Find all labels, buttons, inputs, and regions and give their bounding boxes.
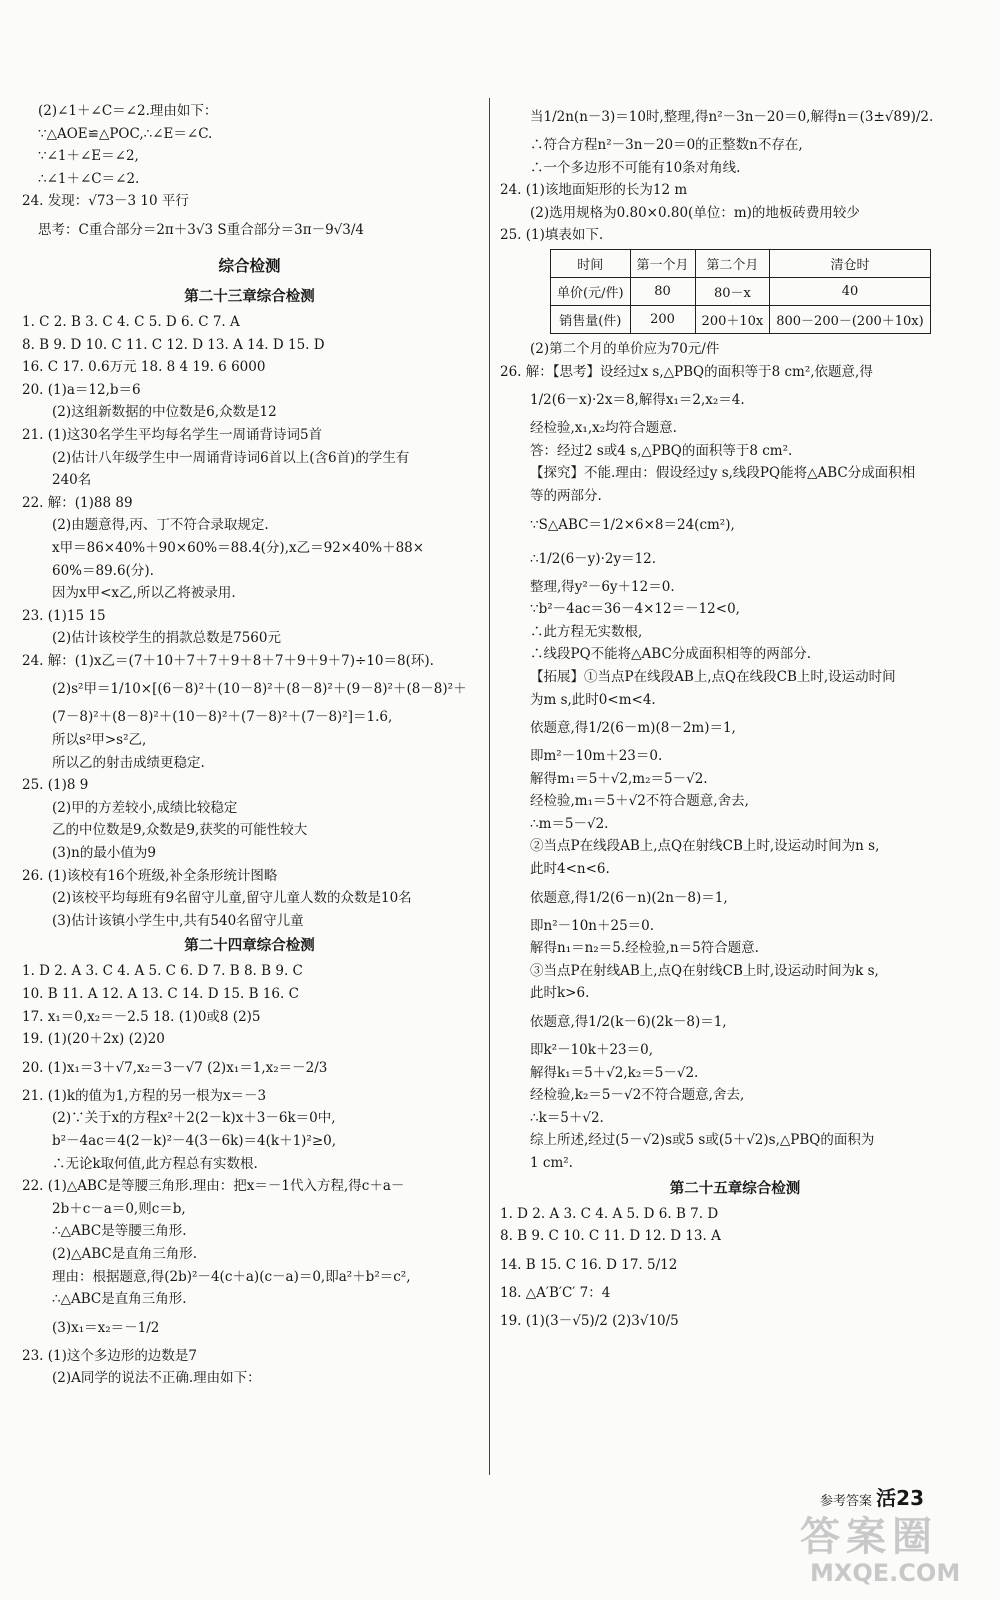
answer-line: 26. (1)该校有16个班级,补全条形统计图略 [22,867,278,884]
text-line: ∵△AOE≌△POC,∴∠E＝∠C. [38,125,213,142]
answer-line: 即m²－10m＋23＝0. [530,748,663,765]
answer-line: ∴m＝5－√2. [530,815,609,832]
answer-line: 25. (1)8 9 [22,777,89,794]
answer-line: (2)估计该校学生的捐款总数是7560元 [52,630,281,647]
text-line: (2)第二个月的单价应为70元/件 [530,340,720,357]
answer-line: 16. C 17. 0.6万元 18. 8 4 19. 6 6000 [22,359,266,376]
answer-line: 因为x甲<x乙,所以乙将被录用. [52,585,236,602]
answer-line: 19. (1)(20＋2x) (2)20 [22,1031,165,1048]
answer-line: 1 cm². [530,1155,573,1171]
answer-line: ∵S△ABC＝1/2×6×8＝24(cm²), [530,516,735,533]
answer-line: 即n²－10n＋25＝0. [530,917,655,934]
table-cell: 80 [630,277,695,305]
table-row [551,249,931,277]
answer-line: ∴线段PQ不能将△ABC分成面积相等的两部分. [530,646,812,663]
table-cell: 第一个月 [630,249,695,277]
question-26-solution [500,361,970,1175]
watermark [800,1515,960,1587]
page-footer [820,1482,924,1511]
column-divider [489,98,490,1475]
page-number: 活23 [876,1486,924,1510]
answer-line: 此时4<n<6. [530,861,610,878]
answer-line: 乙的中位数是9,众数是9,获奖的可能性较大 [52,822,308,839]
table-cell: 40 [770,277,930,305]
answer-line: 答：经过2 s或4 s,△PBQ的面积等于8 cm². [530,442,793,459]
text-line: ∴一个多边形不可能有10条对角线. [530,159,741,176]
answer-line: 60%＝89.6(分). [52,562,154,579]
text-line: 24. 发现：√73－3 10 平行 [22,193,189,210]
answer-line: 解得m₁＝5＋√2,m₂＝5－√2. [530,770,708,787]
answer-line: 22. (1)△ABC是等腰三角形.理由：把x＝－1代入方程,得c＋a－ [22,1178,405,1195]
chapter-title: 第二十五章综合检测 [669,1180,801,1197]
answer-line: 经检验,x₁,x₂均符合题意. [530,420,677,437]
text-line: 25. (1)填表如下. [500,227,604,244]
answer-line: 等的两部分. [530,487,602,504]
answer-line: ∵b²－4ac＝36－4×12＝－12<0, [530,601,740,618]
watermark-url: MXQE.COM [810,1559,961,1587]
answer-line: ②当点P在线段AB上,点Q在射线CB上时,设运动时间为n s, [530,838,880,855]
answer-line: ∴此方程无实数根, [530,623,643,640]
answer-line: (3)估计该镇小学生中,共有540名留守儿童 [52,912,304,929]
answer-line: 10. B 11. A 12. A 13. C 14. D 15. B 16. C [22,986,299,1002]
answer-line: (2)△ABC是直角三角形. [52,1245,198,1262]
answer-line: 此时k>6. [530,985,590,1002]
table-cell: 200 [630,305,695,333]
section-title: 综合检测 [218,256,281,275]
answer-line: 解得k₁＝5＋√2,k₂＝5－√2. [530,1064,699,1081]
answer-line: 20. (1)x₁＝3＋√7,x₂＝3－√7 (2)x₁＝1,x₂＝－2/3 [22,1059,328,1076]
answer-line: ∴△ABC是等腰三角形. [52,1223,187,1240]
answer-line: (2)A同学的说法不正确.理由如下： [52,1370,261,1387]
answer-line: 14. B 15. C 16. D 17. 5/12 [500,1256,678,1273]
answer-line: (2)s²甲＝1/10×[(6－8)²＋(10－8)²＋(8－8)²＋(9－8)²＋(8－8)²＋ [52,681,467,698]
answer-line: (2)该校平均每班有9名留守儿童,留守儿童人数的众数是10名 [52,890,412,907]
answer-line: 1. C 2. B 3. C 4. C 5. D 6. C 7. A [22,313,240,330]
answer-line: (2)由题意得,丙、丁不符合录取规定. [52,517,269,534]
answer-line: 经检验,m₁＝5＋√2不符合题意,舍去, [530,793,749,810]
answer-line: ③当点P在射线AB上,点Q在射线CB上时,设运动时间为k s, [530,962,879,979]
answer-line: 1/2(6－x)·2x＝8,解得x₁＝2,x₂＝4. [530,392,745,409]
table-cell: 200＋10x [695,305,770,333]
chapter-23-answers [22,311,477,932]
watermark-logo-text: 答案圈 [800,1514,938,1560]
answer-line: 解得n₁＝n₂＝5.经检验,n＝5符合题意. [530,940,759,957]
answer-line: 【拓展】①当点P在线段AB上,点Q在线段CB上时,设运动时间 [530,668,896,685]
answer-line: 22. 解：(1)88 89 [22,494,133,511]
answer-line: 21. (1)这30名学生平均每名学生一周诵背诗词5首 [22,426,323,443]
table-cell: 80－x [695,277,770,305]
chapter-title: 第二十四章综合检测 [184,938,315,955]
chapter-25-answers [500,1203,970,1339]
answer-line: 23. (1)15 15 [22,607,106,624]
text-line: (2)选用规格为0.80×0.80(单位：m)的地板砖费用较少 [530,204,860,221]
table-cell: 时间 [551,249,631,277]
answer-line: 【探究】不能.理由：假设经过y s,线段PQ能将△ABC分成面积相 [530,465,916,482]
answer-line: 1. D 2. A 3. C 4. A 5. C 6. D 7. B 8. B 9. C [22,963,303,980]
answer-line: ∴△ABC是直角三角形. [52,1291,187,1308]
answer-line: 240名 [52,472,92,489]
answer-line: 整理,得y²－6y＋12＝0. [530,578,675,595]
answer-line: 1. D 2. A 3. C 4. A 5. D 6. B 7. D [500,1205,719,1222]
left-column [22,100,477,1390]
answer-line: 8. B 9. C 10. C 11. D 12. D 13. A [500,1228,721,1245]
answer-line: 24. 解：(1)x乙＝(7＋10＋7＋7＋9＋8＋7＋9＋9＋7)÷10＝8(环). [22,652,434,669]
text-line: ∵∠1＋∠E＝∠2, [38,148,139,165]
answer-line: 19. (1)(3－√5)/2 (2)3√10/5 [500,1313,679,1330]
answer-line: 经检验,k₂＝5－√2不符合题意,舍去, [530,1087,745,1104]
text-line: ∴∠1＋∠C＝∠2. [38,170,140,187]
answer-line: (3)x₁＝x₂＝－1/2 [52,1319,160,1336]
answer-line: (2)甲的方差较小,成绩比较稳定 [52,799,238,816]
price-sales-table [550,249,931,334]
answer-line: 所以乙的射击成绩更稳定. [52,754,205,771]
table-cell: 第二个月 [695,249,770,277]
table-cell: 单价(元/件) [551,277,631,305]
answer-line: (3)n的最小值为9 [52,845,156,862]
answer-line: 17. x₁＝0,x₂＝－2.5 18. (1)0或8 (2)5 [22,1008,261,1025]
answer-line: 2b＋c－a＝0,则c＝b, [52,1200,186,1217]
answer-line: 8. B 9. D 10. C 11. C 12. D 13. A 14. D 15. D [22,336,325,353]
answer-line: 综上所述,经过(5－√2)s或5 s或(5＋√2)s,△PBQ的面积为 [530,1132,875,1149]
answer-line: 理由：根据题意,得(2b)²－4(c＋a)(c－a)＝0,即a²＋b²＝c², [52,1268,411,1285]
answer-line: ∴无论k取何值,此方程总有实数根. [52,1155,258,1172]
answer-line: (7－8)²＋(8－8)²＋(10－8)²＋(7－8)²＋(7－8)²]＝1.6, [52,709,393,726]
answer-line: 23. (1)这个多边形的边数是7 [22,1347,197,1364]
text-line: 当1/2n(n－3)＝10时,整理,得n²－3n－20＝0,解得n＝(3±√89)/2. [530,109,934,125]
table-row [551,277,931,305]
table-cell: 销售量(件) [551,305,631,333]
answer-line: b²－4ac＝4(2－k)²－4(3－6k)＝4(k＋1)²≥0, [52,1132,337,1149]
answer-line: 所以s²甲>s²乙, [52,732,147,749]
answer-line: 依题意,得1/2(6－n)(2n－8)＝1, [530,889,728,906]
right-column [500,100,970,1338]
answer-line: (2)∵关于x的方程x²＋2(2－k)x＋3－6k＝0中, [52,1110,336,1127]
answer-line: ∴k＝5＋√2. [530,1109,604,1126]
footer-label: 参考答案 [820,1494,873,1509]
table-cell: 800－200－(200＋10x) [770,305,930,333]
answer-line: 21. (1)k的值为1,方程的另一根为x＝－3 [22,1087,267,1104]
answer-line: 26. 解：【思考】设经过x s,△PBQ的面积等于8 cm²,依题意,得 [500,363,873,380]
table-cell: 清仓时 [770,249,930,277]
chapter-24-answers [22,960,477,1390]
answer-line: (2)估计八年级学生中一周诵背诗词6首以上(含6首)的学生有 [52,449,410,466]
answer-line: 即k²－10k＋23＝0, [530,1042,654,1059]
text-line: ∴符合方程n²－3n－20＝0的正整数n不存在, [530,137,803,153]
text-line: 24. (1)该地面矩形的长为12 m [500,182,688,199]
answer-line: (2)这组新数据的中位数是6,众数是12 [52,404,277,421]
chapter-title: 第二十三章综合检测 [184,288,315,305]
text-line: 思考：C重合部分＝2π＋3√3 S重合部分＝3π－9√3/4 [38,221,364,238]
answer-line: 20. (1)a＝12,b＝6 [22,381,141,398]
answer-line: ∴1/2(6－y)·2y＝12. [530,550,657,567]
table-row [551,305,931,333]
answer-line: 18. △A′B′C′ 7：4 [500,1284,611,1301]
answer-line: 依题意,得1/2(6－m)(8－2m)＝1, [530,720,736,737]
answer-line: 为m s,此时0<m<4. [530,691,656,708]
answer-line: 依题意,得1/2(k－6)(2k－8)＝1, [530,1014,727,1031]
text-line: (2)∠1＋∠C＝∠2.理由如下： [38,103,218,119]
answer-line: x甲＝86×40%＋90×60%＝88.4(分),x乙＝92×40%＋88× [52,539,425,556]
